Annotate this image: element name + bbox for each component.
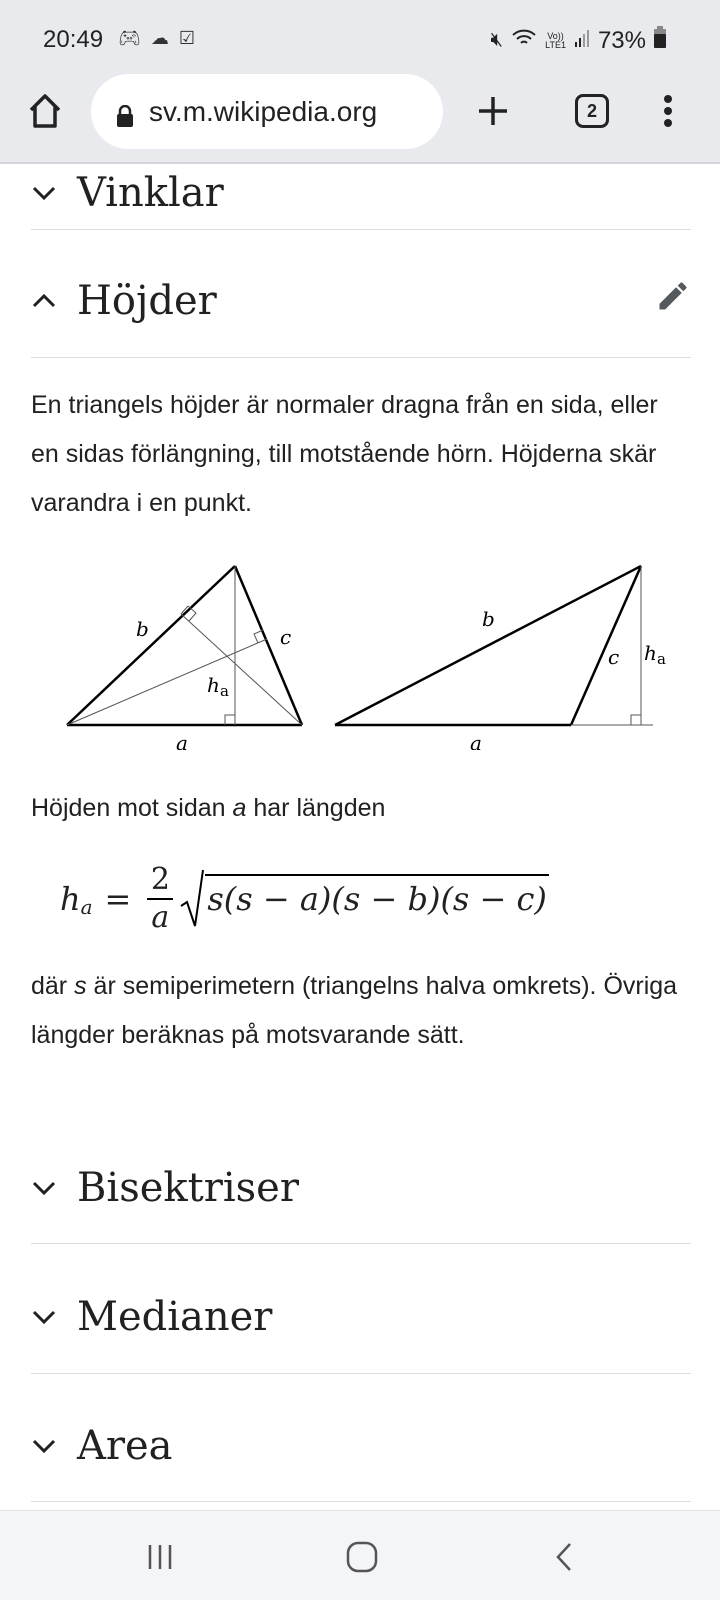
hojder-intro: En triangels höjder är normaler dragna från en sida, eller en sidas förlängning, till motstående hörn. Höjderna skär varandra i en punkt. (31, 391, 658, 517)
chevron-up-icon (31, 293, 65, 309)
label-c2: c (608, 645, 620, 669)
divider (31, 1373, 691, 1374)
menu-button[interactable] (643, 86, 693, 136)
section-hojder[interactable] (31, 278, 691, 324)
edit-pencil-icon[interactable] (655, 278, 691, 324)
status-bar (0, 0, 720, 76)
plus-icon (478, 96, 508, 126)
tab-count: 2 (575, 94, 609, 128)
section-title: Medianer (77, 1294, 273, 1340)
back-button[interactable] (544, 1539, 584, 1575)
battery-icon (654, 26, 666, 55)
chevron-down-icon (31, 1309, 65, 1325)
label-h: h (207, 673, 220, 697)
browser-toolbar (0, 66, 720, 164)
home-icon (28, 93, 62, 129)
wifi-icon (511, 28, 537, 54)
chevron-down-icon (31, 185, 65, 201)
mute-icon: 🔇︎ (490, 29, 504, 51)
section-title: Höjder (77, 278, 217, 324)
label-h-sub: a (220, 682, 229, 700)
label-a2: a (470, 731, 482, 750)
formula-explanation: där s är semiperimetern (triangelns halva omkrets). Övriga längder beräknas på motsvarande sätt. (31, 972, 678, 1049)
clock: 20:49 (43, 26, 104, 53)
cloud-icon: ☁︎ (150, 28, 169, 48)
label-a: a (176, 731, 188, 750)
address-bar[interactable] (91, 74, 443, 149)
altitudes-figure (0, 550, 720, 750)
more-vert-icon (663, 94, 673, 128)
checkbox-notification-icon: ☑︎ (178, 28, 195, 48)
section-bisektriser[interactable] (31, 1165, 691, 1211)
recents-icon (145, 1543, 175, 1571)
label-b2: b (482, 607, 495, 631)
chevron-down-icon (31, 1180, 65, 1196)
divider (31, 357, 691, 358)
section-title: Bisektriser (77, 1165, 299, 1211)
divider (31, 229, 691, 230)
signal-icon (574, 27, 590, 55)
back-icon (554, 1542, 574, 1572)
section-title: Area (77, 1423, 173, 1469)
lock-icon (117, 102, 133, 122)
formula-lead: Höjden mot sidan a har längden (31, 794, 386, 822)
label-c: c (280, 625, 292, 649)
label-h2: h (644, 641, 657, 665)
new-tab-button[interactable] (468, 86, 518, 136)
section-area[interactable] (31, 1423, 691, 1469)
obtuse-triangle (335, 566, 653, 725)
home-button[interactable] (20, 86, 70, 136)
tab-switcher-button[interactable] (567, 86, 617, 136)
lte-indicator: Vo)) LTE1 (545, 30, 566, 50)
home-nav-button[interactable] (342, 1539, 382, 1575)
android-nav-bar (0, 1510, 720, 1600)
label-h2-sub: a (657, 650, 666, 668)
url-text: sv.m.wikipedia.org (149, 95, 378, 127)
section-vinklar[interactable] (31, 170, 691, 216)
battery-percent: 73% (597, 26, 646, 54)
chevron-down-icon (31, 1438, 65, 1454)
section-title: Vinklar (77, 170, 224, 216)
game-notification-icon: 🎮︎ (118, 28, 141, 48)
divider (31, 1501, 691, 1502)
divider (31, 1243, 691, 1244)
acute-triangle (67, 566, 302, 725)
recents-button[interactable] (140, 1539, 180, 1575)
label-b: b (136, 617, 149, 641)
section-medianer[interactable] (31, 1294, 691, 1340)
home-circle-icon (346, 1541, 378, 1573)
altitude-formula: h a = $\frac{2}{a}$ s(s − a)(s − b)(s − c) (60, 862, 547, 935)
